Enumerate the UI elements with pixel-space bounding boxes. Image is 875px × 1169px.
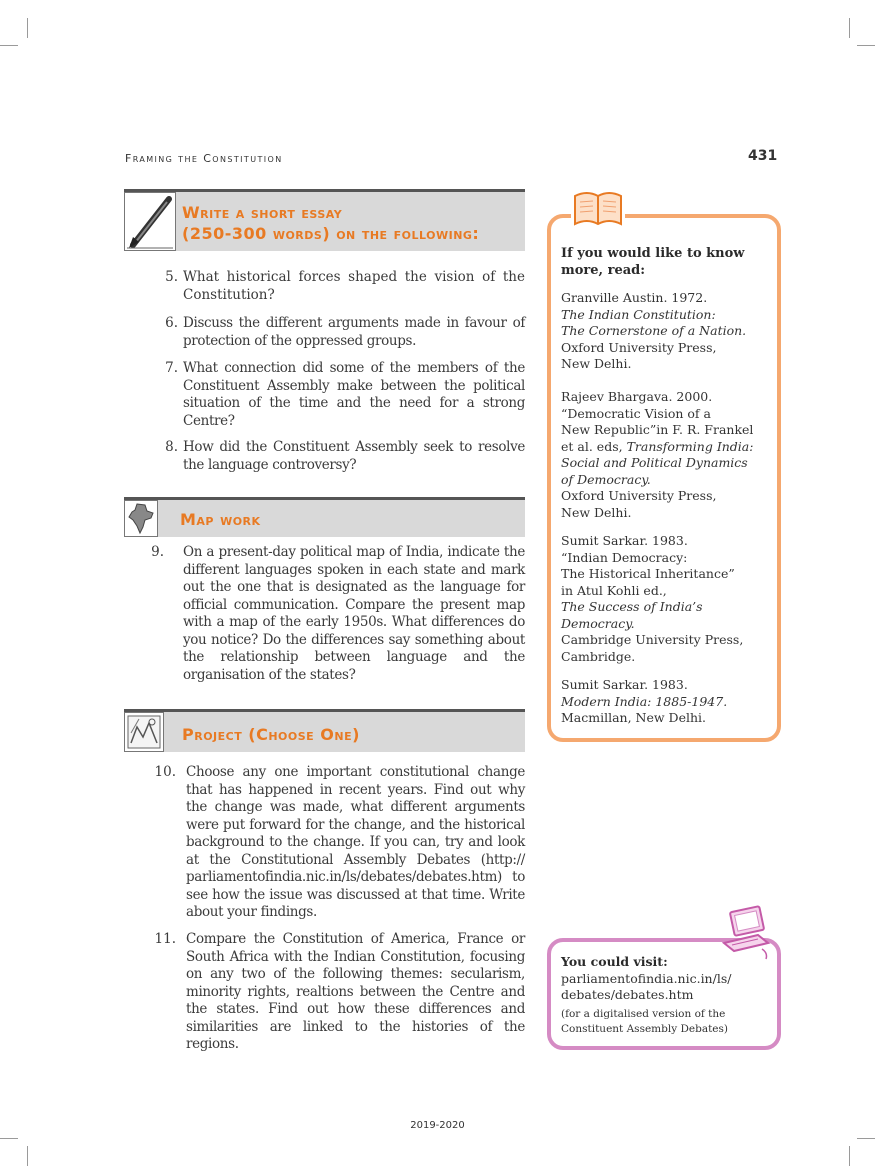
reading-heading: If you would like to know more, read: <box>561 246 745 278</box>
question-text: Compare the Constitution of America, France or South Africa with the Indian Constitution, focusing on any two of the following themes: secularism, minority rights, realtions between the Centre and the states. Find out how these differences and similarities are linked to the histories of the regions. <box>186 931 525 1052</box>
crop-mark <box>857 1138 875 1139</box>
fountain-pen-icon <box>124 192 176 251</box>
open-book-icon <box>571 188 625 228</box>
question-text: Discuss the different arguments made in favour of protection of the oppressed groups. <box>183 315 525 349</box>
reference-text: New Republic”in F. R. Frankel <box>561 422 754 437</box>
essay-section-header <box>124 189 525 251</box>
reference-title: The Cornerstone of a Nation. <box>561 323 747 338</box>
question-item <box>150 764 525 922</box>
visit-url-line2[interactable]: debates/debates.htm <box>561 987 694 1002</box>
question-number: 5. <box>165 269 178 285</box>
reference-place: New Delhi. <box>561 504 632 520</box>
reference-text: “Democratic Vision of a <box>561 405 711 421</box>
crop-mark <box>0 1138 18 1139</box>
crop-mark <box>27 18 28 38</box>
question-item <box>150 315 525 350</box>
map-section-header <box>124 497 525 537</box>
question-number: 7. <box>165 360 178 376</box>
reference-title: Modern India: 1885-1947. <box>561 693 728 709</box>
essay-section-title-line2: (250-300 words) on the following: <box>182 224 480 243</box>
reference-title: Transforming India: <box>626 438 754 454</box>
crop-mark <box>849 1146 850 1166</box>
question-item <box>150 360 525 430</box>
question-text: What historical forces shaped the vision of the Constitution? <box>183 269 525 303</box>
footer-year: 2019-2020 <box>410 1120 465 1131</box>
reference-author: Sumit Sarkar. 1983. <box>561 677 688 692</box>
visit-heading: You could visit: <box>561 954 668 969</box>
question-text: Choose any one important constitutional change that has happened in recent years. Find out why the change was made, what different arguments were put forward for the change, and the historical background to the change. If you can, try and look at the Constitutional Assembly Debates (http:// parliamentofindia.nic.in/ls/debates/debates.htm) to see how the issue was discussed at that time. Write about your findings. <box>186 764 525 920</box>
question-number: 8. <box>165 439 178 455</box>
question-number: 6. <box>165 315 178 331</box>
computer-icon <box>718 905 774 961</box>
crop-mark <box>849 18 850 38</box>
reference-text: et al. eds, <box>561 438 623 454</box>
question-item <box>150 439 525 474</box>
reference-title: The Indian Constitution: <box>561 306 716 322</box>
reference-title: of Democracy. <box>561 471 651 487</box>
map-section-title: Map work <box>180 510 261 529</box>
reference-item <box>561 389 771 521</box>
crop-mark <box>27 1146 28 1166</box>
crop-mark <box>0 45 18 46</box>
reference-author: Granville Austin. 1972. <box>561 290 708 305</box>
question-item <box>150 269 525 304</box>
visit-note-line1: (for a digitalised version of the <box>561 1007 726 1020</box>
reference-title: The Success of India’s <box>561 599 703 614</box>
sketch-illustration-icon <box>124 712 164 752</box>
reference-item <box>561 533 771 665</box>
question-text: How did the Constituent Assembly seek to resolve the language controversy? <box>183 439 525 473</box>
reference-title: Social and Political Dynamics <box>561 455 748 470</box>
reference-publisher: Macmillan, New Delhi. <box>561 710 706 725</box>
question-text: On a present-day political map of India, indicate the different languages spoken in each state and mark out the one that is designated as the language for official communication. Compare the present map with a map of the early 1950s. What differences do you notice? Do the differences say something about the relationship between language and the organisation of the states? <box>183 544 525 683</box>
reference-publisher: Oxford University Press, <box>561 488 717 503</box>
question-text: What connection did some of the members of the Constituent Assembly make between the political situation of the time and the need for a strong Centre? <box>183 360 525 429</box>
reference-place: Cambridge. <box>561 648 636 664</box>
reference-item <box>561 290 771 373</box>
reference-author: Sumit Sarkar. 1983. <box>561 533 688 548</box>
reference-publisher: Oxford University Press, <box>561 339 717 355</box>
visit-url-line1[interactable]: parliamentofindia.nic.in/ls/ <box>561 970 732 986</box>
question-number: 10. <box>154 764 176 780</box>
india-map-icon <box>124 500 158 537</box>
question-item <box>150 931 525 1054</box>
reference-title: Democracy. <box>561 615 635 631</box>
project-section-header <box>124 709 525 752</box>
question-item <box>150 544 525 684</box>
reference-author: Rajeev Bhargava. 2000. <box>561 389 713 404</box>
reference-text: “Indian Democracy: <box>561 549 688 565</box>
reference-item <box>561 677 771 727</box>
running-head: Framing the Constitution <box>125 152 283 165</box>
project-section-title: Project (Choose One) <box>182 725 360 744</box>
essay-section-title-line1: Write a short essay <box>182 203 343 222</box>
reference-text: in Atul Kohli ed., <box>561 582 667 598</box>
crop-mark <box>857 45 875 46</box>
question-number: 9. <box>151 544 164 560</box>
visit-content <box>561 954 771 1037</box>
reference-text: The Historical Inheritance” <box>561 566 735 581</box>
page-number: 431 <box>748 148 778 164</box>
question-number: 11. <box>154 931 176 947</box>
visit-note-line2: Constituent Assembly Debates) <box>561 1022 729 1035</box>
reference-publisher: Cambridge University Press, <box>561 632 744 647</box>
reference-place: New Delhi. <box>561 356 632 371</box>
